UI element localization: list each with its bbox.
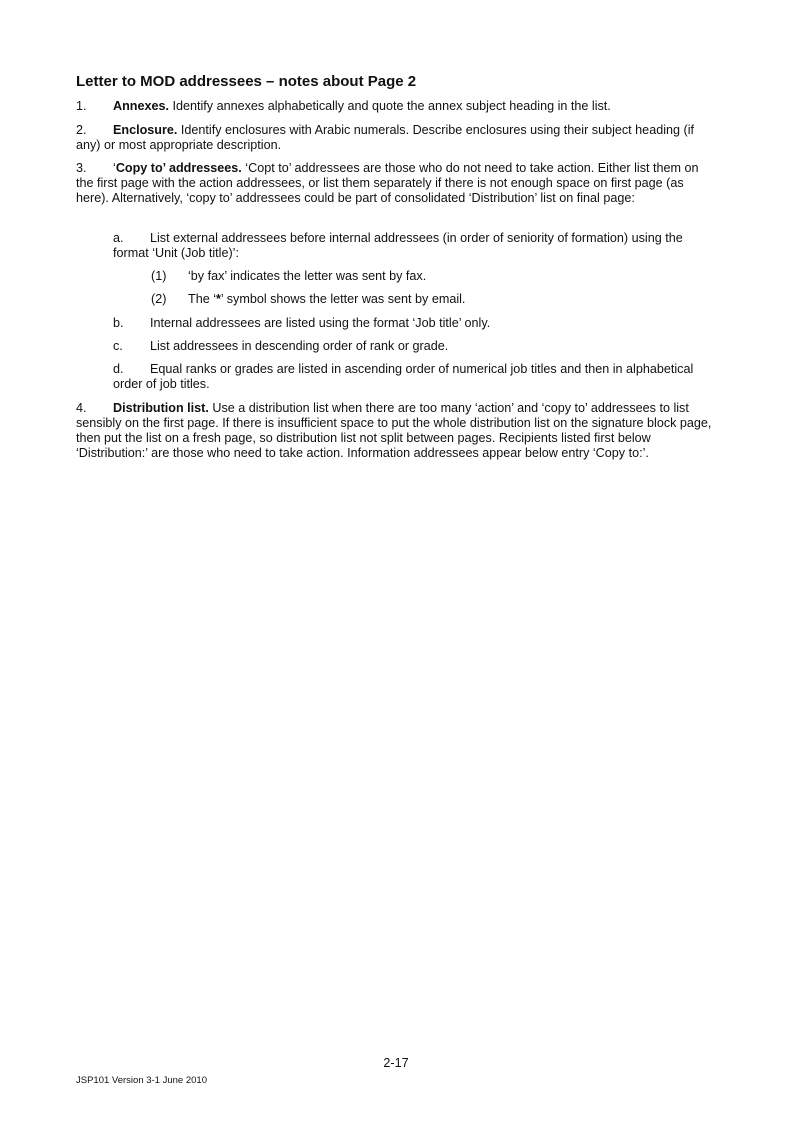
note-text: Identify annexes alphabetically and quote the annex subject heading in the list. <box>169 99 611 113</box>
note-number: 2. <box>76 123 87 137</box>
note-text: Use a distribution list when there are too many ‘action’ and ‘copy to’ addressees to list sensibly on the first page. If there is insufficient space to put the whole distribution list on the signature block page, then put the list on a fresh page, so distribution list not split between pages. Recipients listed first below ‘Distribution:’ are those who need to take action. Information addressees appear below entry ‘Copy to:’. <box>76 401 712 460</box>
subitem-number: b. <box>113 316 124 330</box>
subitem-number: a. <box>113 231 124 245</box>
email-symbol: * <box>216 292 221 306</box>
subitem-c <box>113 339 717 354</box>
note-number: 3. <box>76 161 87 175</box>
subsubitem-number: (2) <box>151 292 167 306</box>
note-title: Annexes. <box>113 99 169 113</box>
note-title: Distribution list. <box>113 401 209 415</box>
page-heading: Letter to MOD addressees – notes about Page 2 <box>76 73 417 90</box>
subitem-b <box>113 316 717 331</box>
note-number: 4. <box>76 401 87 415</box>
subitem-number: d. <box>113 362 124 376</box>
subitem-text: Equal ranks or grades are listed in ascending order of numerical job titles and then in alphabetical order of job titles. <box>113 362 694 391</box>
document-footer: JSP101 Version 3-1 June 2010 <box>76 1075 207 1086</box>
note-text: ‘Copt to’ addressees are those who do not need to take action. Either list them on the first page with the action addressees, or list them separately if there is not enough space on first page (as here). Alternatively, ‘copy to’ addressees could be part of consolidated ‘Distribution’ list on final page: <box>76 161 699 205</box>
subitem-text: List addressees in descending order of rank or grade. <box>150 339 449 353</box>
note-title-quote: ‘ <box>113 161 116 175</box>
note-item-annexes <box>76 99 716 114</box>
subsubitem-2 <box>151 292 711 307</box>
subitem-text: Internal addressees are listed using the format ‘Job title’ only. <box>150 316 491 330</box>
subsubitem-text: ‘by fax’ indicates the letter was sent by fax. <box>188 269 427 283</box>
note-number: 1. <box>76 99 87 113</box>
subitem-a <box>113 231 717 261</box>
subsubitem-number: (1) <box>151 269 167 283</box>
note-item-enclosure <box>76 123 716 153</box>
subitem-d <box>113 362 717 392</box>
subsubitem-1 <box>151 269 711 284</box>
subsubitem-text-after: ’ symbol shows the letter was sent by email. <box>220 292 466 306</box>
note-item-distribution-list <box>76 401 716 461</box>
page-number: 2-17 <box>383 1056 409 1070</box>
subitem-text: List external addressees before internal addressees (in order of seniority of formation) using the format ‘Unit (Job title)’: <box>113 231 683 260</box>
subsubitem-text-before: The ‘ <box>188 292 216 306</box>
note-item-copy-to <box>76 161 716 206</box>
note-title: Copy to’ addressees. <box>115 161 242 175</box>
note-text: Identify enclosures with Arabic numerals. Describe enclosures using their subject heading (if any) or most appropriate description. <box>76 123 694 152</box>
note-title: Enclosure. <box>113 123 178 137</box>
subitem-number: c. <box>113 339 123 353</box>
